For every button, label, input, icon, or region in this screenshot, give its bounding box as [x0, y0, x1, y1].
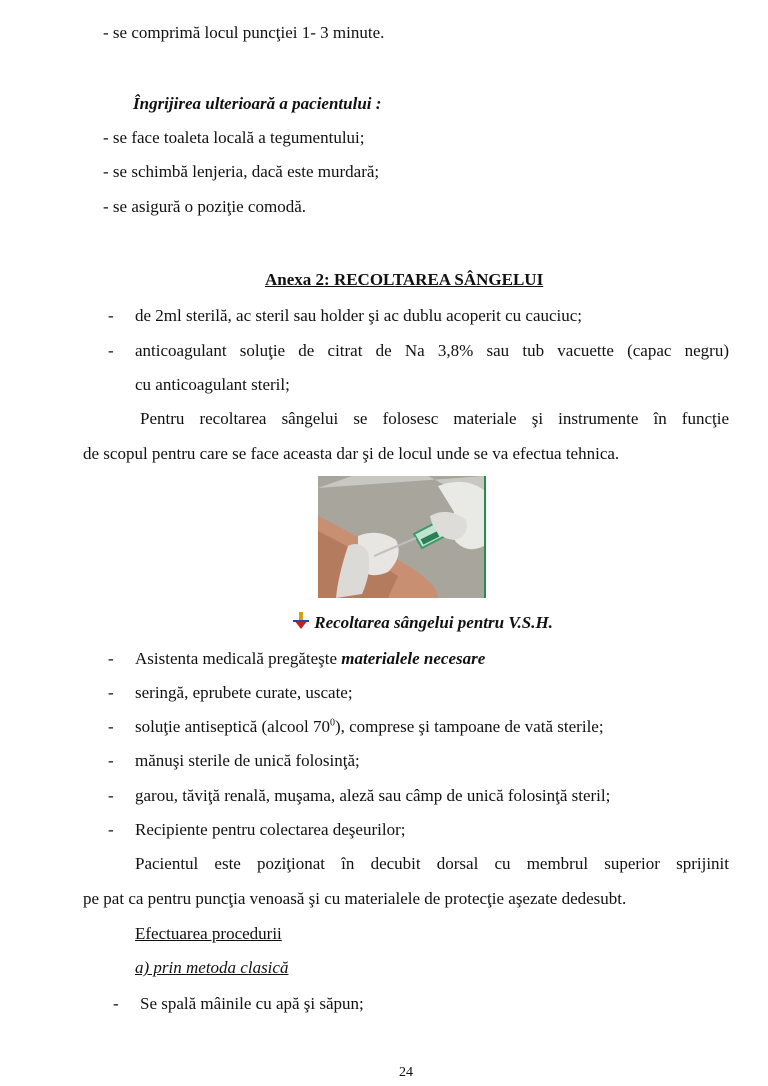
list-item: garou, tăviţă renală, muşama, aleză sau câmp de unică folosinţă steril;	[135, 786, 611, 805]
blood-collection-photo	[318, 476, 486, 598]
method-heading: a) prin metoda clasică	[135, 958, 289, 977]
vsh-heading-row	[292, 612, 553, 633]
photo-illustration	[318, 476, 484, 598]
list-dash: -	[108, 649, 114, 668]
list-dash: -	[108, 683, 114, 702]
paragraph-line: Pacientul este poziţionat în decubit dorsal cu membrul superior sprijinit	[135, 854, 729, 873]
list-item: de 2ml sterilă, ac steril sau holder şi ac dublu acoperit cu cauciuc;	[135, 306, 583, 325]
superscript: 0	[329, 717, 335, 729]
care-item: - se asigură o poziţie comodă.	[103, 197, 306, 216]
care-item: - se face toaleta locală a tegumentului;	[103, 128, 365, 147]
annex-title: Anexa 2: RECOLTAREA SÂNGELUI	[265, 270, 544, 289]
page-number: 24	[399, 1065, 413, 1080]
arrow-down-icon	[292, 612, 310, 630]
vsh-heading: Recoltarea sângelui pentru V.S.H.	[314, 613, 553, 632]
procedure-heading: Efectuarea procedurii	[135, 924, 282, 943]
paragraph-line: pe pat ca pentru puncţia venoasă şi cu materialele de protecţie aşezate dedesubt.	[83, 889, 627, 908]
list-dash: -	[108, 341, 114, 360]
list-dash: -	[113, 994, 119, 1013]
care-heading: Îngrijirea ulterioară a pacientului :	[133, 94, 382, 113]
list-dash: -	[108, 717, 114, 736]
paragraph-line: de scopul pentru care se face aceasta dar şi de locul unde se va efectua tehnica.	[83, 444, 620, 463]
list-item: anticoagulant soluţie de citrat de Na 3,8% sau tub vacuette (capac negru)	[135, 341, 729, 360]
item-text: Asistenta medicală pregăteşte	[135, 649, 342, 668]
list-item: Recipiente pentru colectarea deşeurilor;	[135, 820, 406, 839]
list-item: mănuşi sterile de unică folosinţă;	[135, 751, 360, 770]
list-item: seringă, eprubete curate, uscate;	[135, 683, 353, 702]
list-item-continuation: cu anticoagulant steril;	[135, 375, 290, 394]
compress-line: - se comprimă locul puncţiei 1- 3 minute.	[103, 23, 385, 42]
item-emphasis: materialele necesare	[341, 649, 486, 668]
list-dash: -	[108, 751, 114, 770]
list-dash: -	[108, 820, 114, 839]
item-text: ), comprese şi tampoane de vată sterile;	[334, 717, 604, 736]
item-text: soluţie antiseptică (alcool 70	[135, 717, 330, 736]
list-item: Se spală mâinile cu apă şi săpun;	[140, 994, 364, 1013]
list-item-antiseptic	[135, 717, 604, 737]
list-dash: -	[108, 786, 114, 805]
care-item: - se schimbă lenjeria, dacă este murdară;	[103, 162, 380, 181]
paragraph-line: Pentru recoltarea sângelui se folosesc materiale şi instrumente în funcţie	[140, 409, 729, 428]
list-dash: -	[108, 306, 114, 325]
list-item	[135, 649, 485, 669]
